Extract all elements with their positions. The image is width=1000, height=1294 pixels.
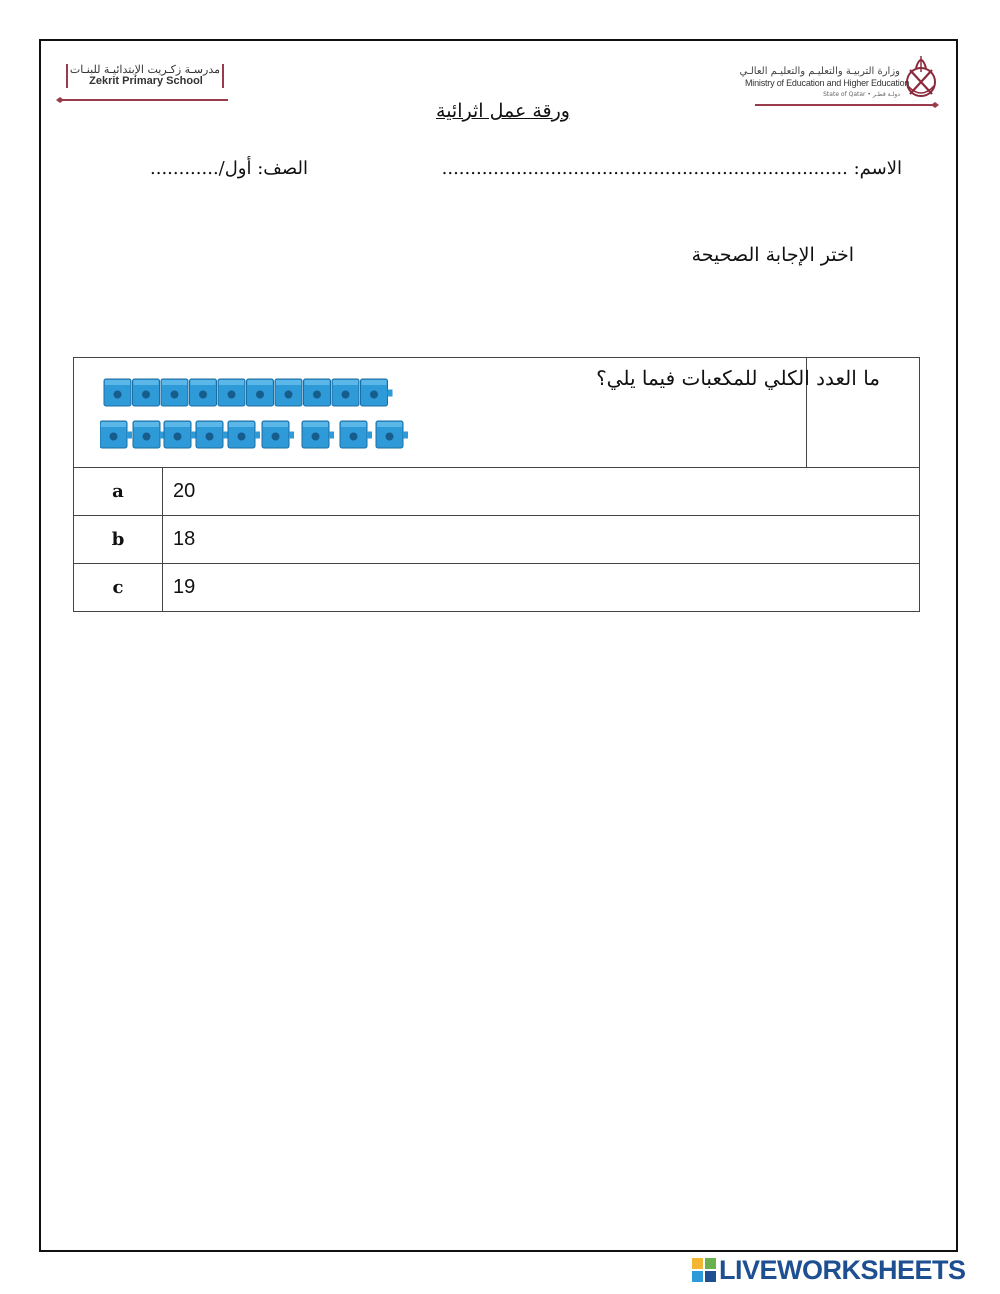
- cube: [196, 421, 228, 448]
- school-logo-bar-right: [222, 64, 224, 88]
- option-value[interactable]: 18: [163, 516, 920, 564]
- cube: [304, 379, 331, 406]
- cube: [133, 379, 160, 406]
- liveworksheets-wordmark: LIVEWORKSHEETS: [719, 1254, 966, 1285]
- instruction-text: اختر الإجابة الصحيحة: [691, 244, 854, 266]
- worksheet-title: ورقة عمل اثرائية: [436, 100, 570, 122]
- option-letter: a: [74, 468, 163, 516]
- cube: [161, 379, 188, 406]
- ministry-name-english: Ministry of Education and Higher Education: [745, 78, 910, 88]
- qatar-emblem-icon: [902, 50, 940, 102]
- ministry-logo-underline: [755, 102, 939, 108]
- school-logo-underline: [56, 97, 228, 103]
- school-name-english: Zekrit Primary School: [89, 75, 203, 87]
- cube: [332, 379, 359, 406]
- option-row-c[interactable]: [74, 564, 920, 612]
- option-letter: b: [74, 516, 163, 564]
- worksheet-frame: [39, 39, 958, 1252]
- student-name-field[interactable]: الاسم: .......................................................................: [441, 158, 902, 179]
- cube: [302, 421, 334, 448]
- cube: [247, 379, 274, 406]
- cube: [100, 421, 132, 448]
- connecting-cubes-image: [100, 377, 420, 455]
- cube: [104, 379, 131, 406]
- ministry-state: State of Qatar • دولـة قطـر: [823, 91, 900, 98]
- liveworksheets-logo-icon: [692, 1258, 716, 1282]
- cube: [262, 421, 294, 448]
- question-text: ما العدد الكلي للمكعبات فيما يلي؟: [596, 366, 880, 390]
- option-value[interactable]: 20: [163, 468, 920, 516]
- option-row-b[interactable]: [74, 516, 920, 564]
- cube: [164, 421, 196, 448]
- liveworksheets-brand: [692, 1255, 966, 1285]
- option-value[interactable]: 19: [163, 564, 920, 612]
- cube: [133, 421, 165, 448]
- student-class-field[interactable]: الصف: أول/............: [150, 158, 309, 179]
- school-name-arabic: مدرسـة زكـريت الإبتدائيـة للبنـات: [69, 63, 220, 76]
- option-row-a[interactable]: [74, 468, 920, 516]
- cube: [361, 379, 393, 406]
- cube: [376, 421, 408, 448]
- school-logo-bar-left: [66, 64, 68, 88]
- cube: [228, 421, 260, 448]
- cube: [218, 379, 245, 406]
- cube: [190, 379, 217, 406]
- cube: [340, 421, 372, 448]
- cube: [275, 379, 302, 406]
- ministry-name-arabic: وزارة التربيـة والتعليـم والتعليـم العالـي: [739, 66, 900, 77]
- option-letter: c: [74, 564, 163, 612]
